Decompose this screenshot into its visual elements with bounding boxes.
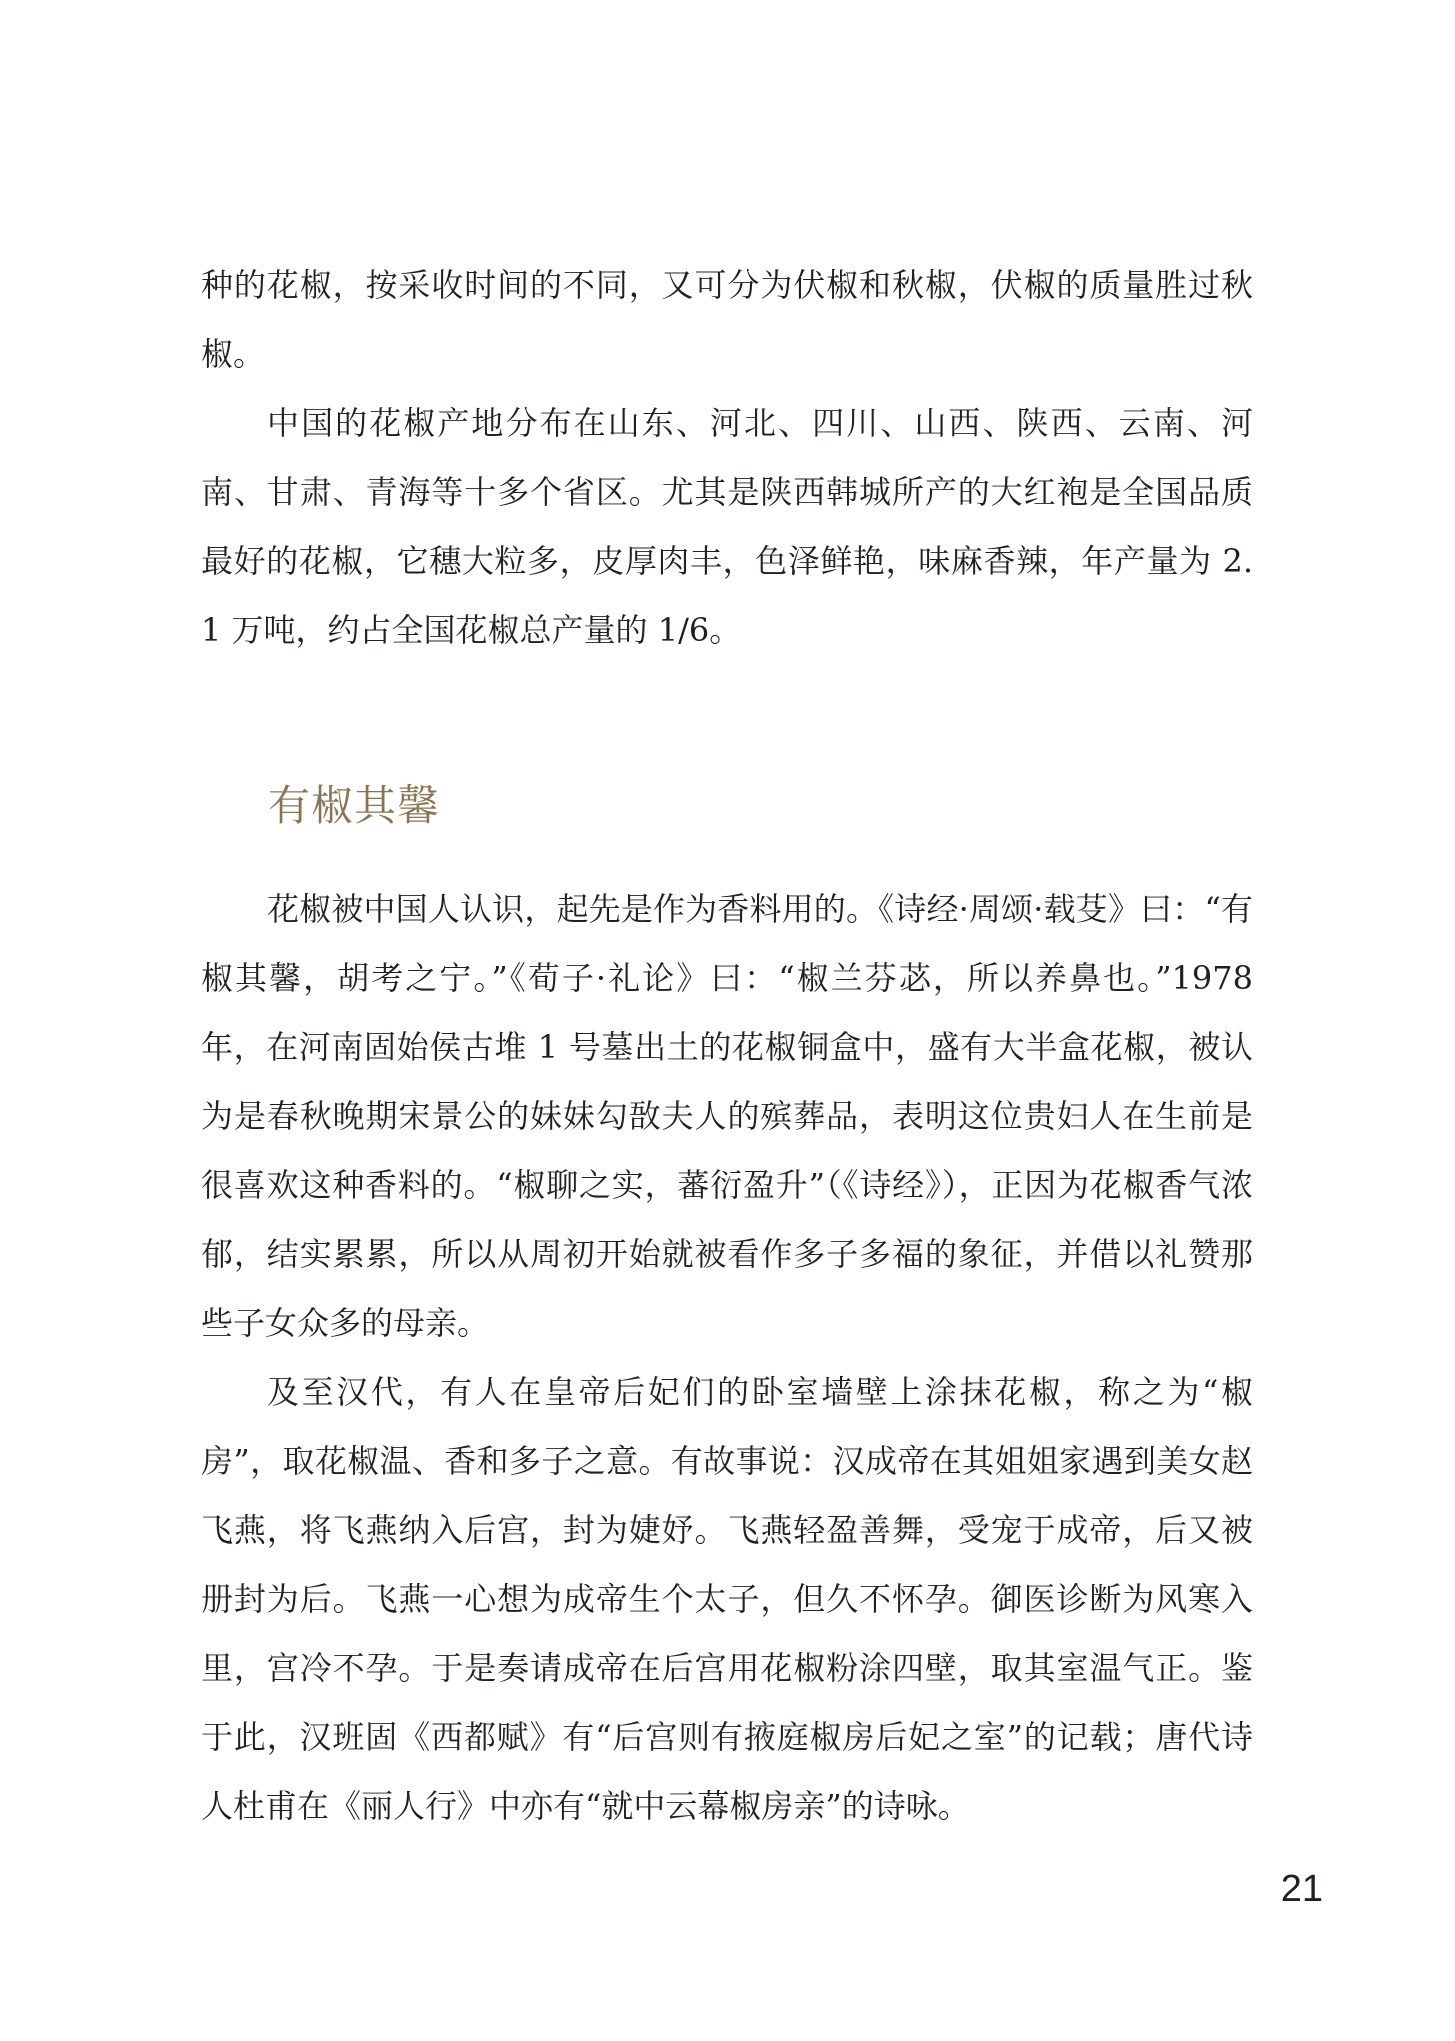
- page-number: 21: [1280, 1868, 1323, 1910]
- text-block-section: [201, 875, 1253, 1841]
- text-block-top: [201, 251, 1253, 665]
- paragraph-spice-history: 花椒被中国人认识，起先是作为香料用的。《诗经·周颂·载芟》曰：“有椒其馨，胡考之宁。”《荀子·礼论》曰：“椒兰芬苾，所以养鼻也。”1978 年，在河南固始侯古堆 1 号墓出土的花椒铜盒中，盛有大半盒花椒，被认为是春秋晚期宋景公的妹妹勾敔夫人的殡葬品，表明这位贵妇人在生前是很喜欢这种香料的。“椒聊之实，蕃衍盈升”（《诗经》），正因为花椒香气浓郁，结实累累，所以从周初开始就被看作多子多福的象征，并借以礼赞那些子女众多的母亲。: [201, 890, 1253, 1342]
- paragraph-han-dynasty: 及至汉代，有人在皇帝后妃们的卧室墙壁上涂抹花椒，称之为“椒房”，取花椒温、香和多子之意。有故事说：汉成帝在其姐姐家遇到美女赵飞燕，将飞燕纳入后宫，封为婕妤。飞燕轻盈善舞，受宠于成帝，后又被册封为后。飞燕一心想为成帝生个太子，但久不怀孕。御医诊断为风寒入里，宫冷不孕。于是奏请成帝在后宫用花椒粉涂四壁，取其室温气正。鉴于此，汉班固《西都赋》有“后宫则有掖庭椒房后妃之室”的记载；唐代诗人杜甫在《丽人行》中亦有“就中云幕椒房亲”的诗咏。: [201, 1373, 1253, 1825]
- paragraph-continued: 种的花椒，按采收时间的不同，又可分为伏椒和秋椒，伏椒的质量胜过秋椒。: [201, 266, 1253, 373]
- paragraph-production-regions: 中国的花椒产地分布在山东、河北、四川、山西、陕西、云南、河南、甘肃、青海等十多个省区。尤其是陕西韩城所产的大红袍是全国品质最好的花椒，它穗大粒多，皮厚肉丰，色泽鲜艳，味麻香辣，年产量为 2.1 万吨，约占全国花椒总产量的 1/6。: [201, 404, 1253, 649]
- section-heading: 有椒其馨: [268, 781, 441, 830]
